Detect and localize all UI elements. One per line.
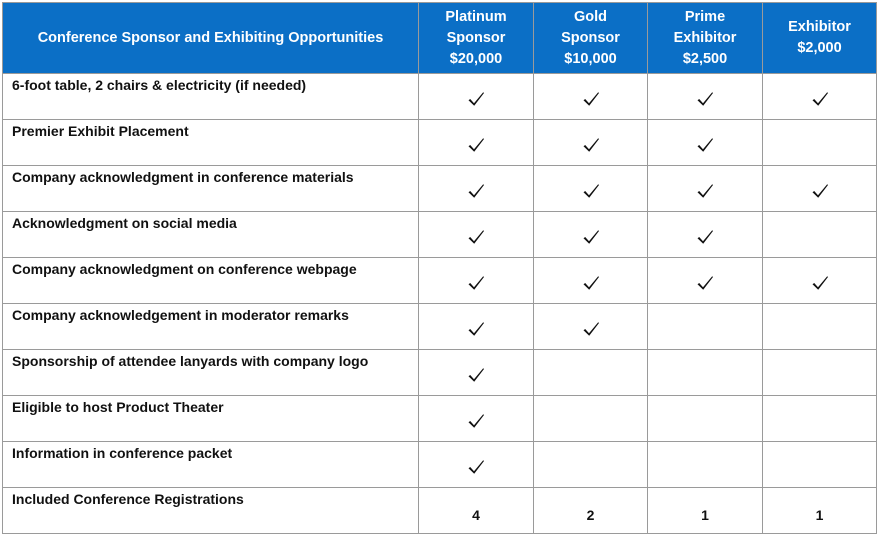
tier-name-line: Sponsor — [561, 29, 620, 46]
row-label: Company acknowledgment on conference webpage — [3, 258, 419, 304]
checkmark-icon — [696, 275, 714, 291]
row-label: Sponsorship of attendee lanyards with company logo — [3, 350, 419, 396]
tier-cell — [419, 488, 534, 534]
table-row — [3, 488, 877, 534]
tier-cell — [648, 304, 763, 350]
row-label: Premier Exhibit Placement — [3, 120, 419, 166]
checkmark-icon — [582, 183, 600, 199]
tier-cell — [419, 74, 534, 120]
checkmark-icon — [811, 275, 829, 291]
table-row — [3, 304, 877, 350]
checkmark-icon — [696, 183, 714, 199]
tier-cell — [534, 488, 648, 534]
checkmark-icon — [467, 275, 485, 291]
tier-cell — [419, 212, 534, 258]
tier-cell — [534, 350, 648, 396]
table-row — [3, 74, 877, 120]
tier-cell — [534, 120, 648, 166]
table-row — [3, 396, 877, 442]
row-label: Company acknowledgement in moderator remarks — [3, 304, 419, 350]
tier-cell — [763, 396, 877, 442]
tier-name-line: Gold — [573, 8, 608, 25]
registration-count: 2 — [586, 506, 595, 523]
checkmark-icon — [696, 91, 714, 107]
checkmark-icon — [467, 367, 485, 383]
tier-cell — [419, 120, 534, 166]
tier-cell — [648, 166, 763, 212]
sponsorship-table — [2, 2, 877, 534]
table-body — [3, 74, 877, 534]
tier-cell — [763, 488, 877, 534]
tier-cell — [534, 442, 648, 488]
checkmark-icon — [467, 137, 485, 153]
tier-header-prime-exhibitor — [648, 3, 763, 74]
checkmark-icon — [467, 459, 485, 475]
tier-cell — [534, 166, 648, 212]
tier-name-line: Sponsor — [446, 29, 506, 46]
checkmark-icon — [582, 229, 600, 245]
row-label: Eligible to host Product Theater — [3, 396, 419, 442]
tier-cell — [763, 350, 877, 396]
tier-cell — [648, 212, 763, 258]
tier-cell — [534, 396, 648, 442]
tier-cell — [763, 74, 877, 120]
tier-cell — [419, 442, 534, 488]
tier-cell — [419, 396, 534, 442]
tier-cell — [763, 212, 877, 258]
checkmark-icon — [467, 321, 485, 337]
tier-name-line: Platinum — [445, 8, 507, 25]
tier-cell — [763, 442, 877, 488]
tier-cell — [534, 212, 648, 258]
tier-price: $2,500 — [682, 50, 728, 67]
table-title: Conference Sponsor and Exhibiting Opportunities — [3, 3, 419, 74]
checkmark-icon — [811, 91, 829, 107]
tier-cell — [648, 258, 763, 304]
tier-cell — [648, 442, 763, 488]
checkmark-icon — [467, 229, 485, 245]
checkmark-icon — [696, 137, 714, 153]
registration-count: 1 — [701, 506, 709, 523]
tier-cell — [648, 74, 763, 120]
tier-name-line: Exhibitor — [788, 19, 851, 35]
registration-count: 1 — [815, 506, 824, 523]
tier-cell — [763, 304, 877, 350]
table-row — [3, 120, 877, 166]
table-row — [3, 212, 877, 258]
tier-cell — [648, 488, 763, 534]
table-row — [3, 350, 877, 396]
tier-price: $10,000 — [564, 50, 617, 67]
tier-cell — [763, 258, 877, 304]
tier-cell — [534, 304, 648, 350]
table-row — [3, 166, 877, 212]
checkmark-icon — [582, 91, 600, 107]
tier-name-line: Exhibitor — [673, 29, 737, 46]
tier-cell — [419, 304, 534, 350]
tier-price: $2,000 — [797, 40, 842, 56]
tier-cell — [534, 258, 648, 304]
checkmark-icon — [467, 91, 485, 107]
tier-header-platinum — [419, 3, 534, 74]
tier-cell — [763, 166, 877, 212]
checkmark-icon — [582, 137, 600, 153]
tier-cell — [648, 120, 763, 166]
row-label: Information in conference packet — [3, 442, 419, 488]
checkmark-icon — [467, 413, 485, 429]
tier-header-gold — [534, 3, 648, 74]
registration-count: 4 — [472, 506, 480, 523]
tier-cell — [763, 120, 877, 166]
table-row — [3, 258, 877, 304]
table-row — [3, 442, 877, 488]
checkmark-icon — [467, 183, 485, 199]
tier-name-line: Prime — [684, 8, 726, 25]
sponsorship-table-container — [2, 2, 877, 534]
tier-cell — [419, 258, 534, 304]
checkmark-icon — [582, 321, 600, 337]
row-label: 6-foot table, 2 chairs & electricity (if needed) — [3, 74, 419, 120]
row-label: Company acknowledgment in conference materials — [3, 166, 419, 212]
tier-cell — [419, 350, 534, 396]
checkmark-icon — [811, 183, 829, 199]
row-label: Acknowledgment on social media — [3, 212, 419, 258]
row-label: Included Conference Registrations — [3, 488, 419, 534]
checkmark-icon — [582, 275, 600, 291]
header-row — [3, 3, 877, 74]
tier-price: $20,000 — [449, 50, 503, 67]
tier-header-exhibitor — [763, 3, 877, 74]
tier-cell — [648, 396, 763, 442]
tier-cell — [419, 166, 534, 212]
tier-cell — [648, 350, 763, 396]
checkmark-icon — [696, 229, 714, 245]
tier-cell — [534, 74, 648, 120]
